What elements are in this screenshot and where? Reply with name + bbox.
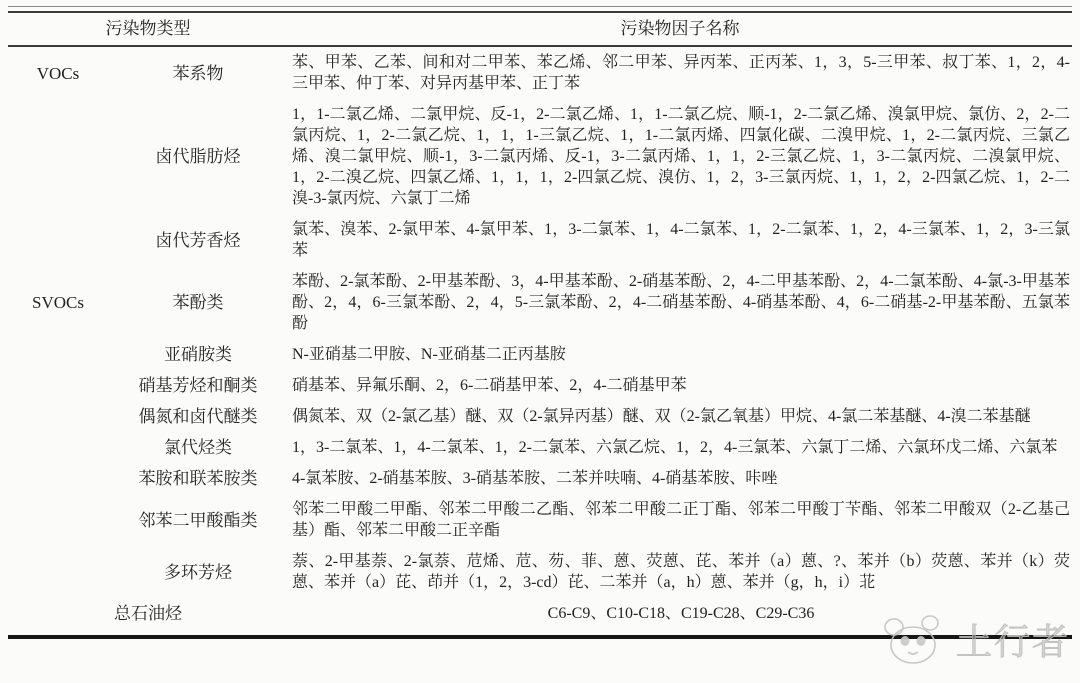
subtype-label: 偶氮和卤代醚类 xyxy=(138,407,258,426)
category-label: VOCs xyxy=(36,63,80,83)
row-chlorinated-hydrocarbons xyxy=(8,432,1072,463)
category-label xyxy=(8,463,108,494)
header-pollutant-type: 污染物类型 xyxy=(8,13,288,46)
factor-names: 硝基苯、异氟乐酮、2，6-二硝基甲苯、2，4-二硝基甲苯 xyxy=(292,377,687,394)
subtype-label: 氯代烃类 xyxy=(164,438,232,457)
header-row xyxy=(8,13,1072,46)
pollutant-table xyxy=(8,13,1072,629)
factor-names: 萘、2-甲基萘、2-氯萘、苊烯、苊、芴、菲、蒽、荧蒽、芘、苯并（a）蒽、?、苯并（b）荧蒽、苯并（k）荧蒽、苯并（a）芘、茚并（1，2，3-cd）芘、二苯并（a，h）蒽、苯并（g，h，i）苝 xyxy=(292,553,1070,591)
row-nitrosamines xyxy=(8,339,1072,370)
category-label: SVOCs xyxy=(32,293,84,312)
subtype-label: 亚硝胺类 xyxy=(164,345,232,364)
category-label xyxy=(8,339,108,370)
row-svocs-phenols xyxy=(8,266,1072,339)
factor-names: 氯苯、溴苯、2-氯甲苯、4-氯甲苯、1，3-二氯苯、1，4-二氯苯、1，2-二氯苯、1，2，4-三氯苯、1，2，3-三氯苯 xyxy=(292,221,1070,259)
subtype-label: 卤代芳香烃 xyxy=(155,230,241,250)
row-anilines-benzidines xyxy=(8,463,1072,494)
subtype-label: 卤代脂肪烃 xyxy=(155,147,241,166)
category-label xyxy=(8,99,108,214)
factor-names: 偶氮苯、双（2-氯乙基）醚、双（2-氯异丙基）醚、双（2-氯乙氧基）甲烷、4-氯二苯基醚、4-溴二苯基醚 xyxy=(292,408,1031,425)
subtype-label: 苯酚类 xyxy=(172,293,224,312)
tph-label: 总石油烃 xyxy=(114,604,182,623)
factor-names: 苯酚、2-氯苯酚、2-甲基苯酚、3，4-甲基苯酚、2-硝基苯酚、2，4-二甲基苯酚、2，4-二氯苯酚、4-氯-3-甲基苯酚、2，4，6-三氯苯酚、2，4，5-三氯苯酚、2，4-二硝基苯酚、4-硝基苯酚、4，6-二硝基-2-甲基苯酚、五氯苯酚 xyxy=(292,273,1070,332)
table-header xyxy=(8,13,1072,46)
factor-names: 1，3-二氯苯、1，4-二氯苯、1，2-二氯苯、六氯乙烷、1，2，4-三氯苯、六氯丁二烯、六氯环戊二烯、六氯苯 xyxy=(292,439,1058,456)
factor-names: 4-氯苯胺、2-硝基苯胺、3-硝基苯胺、二苯并呋喃、4-硝基苯胺、咔唑 xyxy=(292,470,778,487)
category-label xyxy=(8,432,108,463)
factor-names: 苯、甲苯、乙苯、间和对二甲苯、苯乙烯、邻二甲苯、异丙苯、正丙苯、1，3，5-三甲苯、叔丁苯、1，2，4-三甲苯、仲丁苯、对异丙基甲苯、正丁苯 xyxy=(292,54,1070,92)
subtype-label: 苯胺和联苯胺类 xyxy=(138,469,258,488)
top-double-rule xyxy=(8,6,1072,13)
row-nitroaromatics-ketones xyxy=(8,370,1072,401)
row-halogenated-aromatic xyxy=(8,214,1072,266)
subtype-label: 苯系物 xyxy=(172,63,224,83)
category-label xyxy=(8,214,108,266)
row-azo-halogenated-ethers xyxy=(8,401,1072,432)
tph-ranges: C6-C9、C10-C18、C19-C28、C29-C36 xyxy=(547,605,815,622)
factor-names: 邻苯二甲酸二甲酯、邻苯二甲酸二乙酯、邻苯二甲酸二正丁酯、邻苯二甲酸丁苄酯、邻苯二甲酸双（2-乙基己基）酯、邻苯二甲酸二正辛酯 xyxy=(292,501,1070,539)
row-pahs xyxy=(8,546,1072,598)
row-vocs-benzene-series xyxy=(8,46,1072,99)
row-total-petroleum-hydrocarbons xyxy=(8,598,1072,629)
watermark-text: 土行者 xyxy=(955,621,1070,662)
category-label xyxy=(8,546,108,598)
subtype-label: 多环芳烃 xyxy=(164,562,232,582)
row-halogenated-aliphatic xyxy=(8,99,1072,214)
factor-names: N-亚硝基二甲胺、N-亚硝基二正丙基胺 xyxy=(292,346,566,363)
factor-names: 1，1-二氯乙烯、二氯甲烷、反-1，2-二氯乙烯、1，1-二氯乙烷、顺-1，2-二氯乙烯、溴氯甲烷、氯仿、2，2-二氯丙烷、1，2-二氯乙烷、1，1，1-三氯乙烷、1，1-二氯丙烯、四氯化碳、二溴甲烷、1，2-二氯丙烷、三氯乙烯、溴二氯甲烷、顺-1，3-二氯丙烯、反-1，3-二氯丙烯、1，1，2-三氯乙烷、1，3-二氯丙烷、二溴氯甲烷、1，2-二溴乙烷、四氯乙烯、1，1，1，2-四氯乙烷、溴仿、1，2，3-三氯丙烷、1，1，2，2-四氯乙烷、1，2-二溴-3-氯丙烷、六氯丁二烯 xyxy=(292,106,1070,207)
header-factor-name: 污染物因子名称 xyxy=(288,13,1072,46)
subtype-label: 硝基芳烃和酮类 xyxy=(138,376,258,395)
category-label xyxy=(8,401,108,432)
row-phthalates xyxy=(8,494,1072,546)
subtype-label: 邻苯二甲酸酯类 xyxy=(138,510,258,530)
bottom-rule xyxy=(8,635,1072,639)
category-label xyxy=(8,494,108,546)
category-label xyxy=(8,370,108,401)
